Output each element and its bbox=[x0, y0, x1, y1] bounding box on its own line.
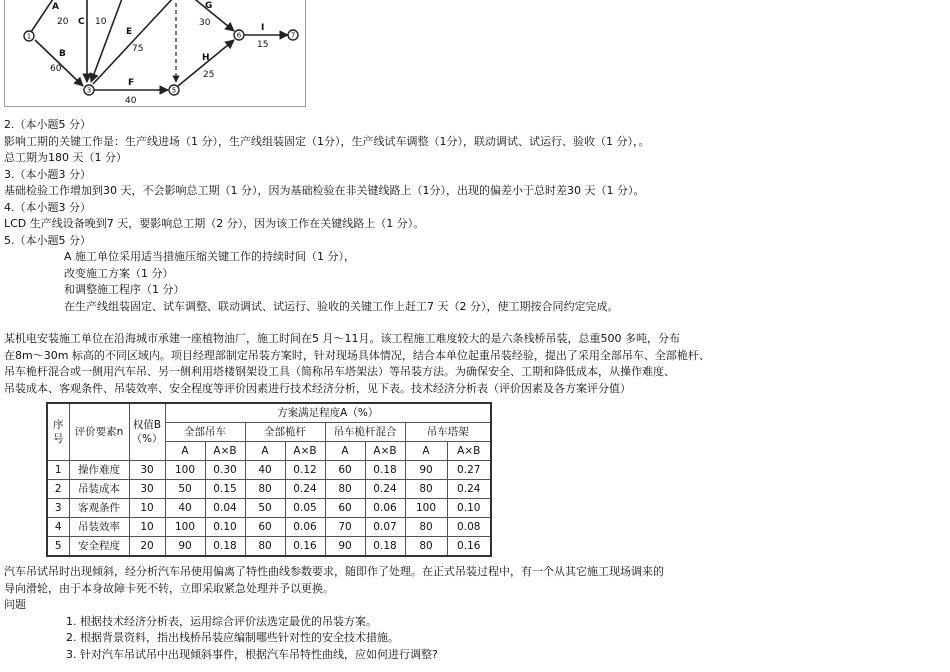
case-intro-line: 吊装成本、客观条件、吊装效率、安全程度等评价因素进行技术经济分析，见下表。技术经济分析表（评价因素及各方案评分值） bbox=[4, 381, 631, 395]
answer-q5-heading: 5.（本小题5 分） bbox=[4, 233, 91, 247]
question-item: 3. 针对汽车吊试吊中出现倾斜事件，根据汽车吊特性曲线，应如何进行调整? bbox=[66, 647, 438, 661]
table-cell: 60 bbox=[325, 499, 365, 518]
evaluation-table-wrapper bbox=[46, 402, 492, 557]
table-cell: 80 bbox=[405, 480, 447, 499]
answer-q2-critical-work: 影响工期的关键工作是：生产线进场（1 分），生产线组装固定（1分），生产线试车调整（1分），联动调试、试运行、验收（1 分），。 bbox=[4, 134, 650, 148]
header-scheme-mixed: 吊车桅杆混合 bbox=[325, 423, 405, 442]
edge-i-name: I bbox=[261, 23, 265, 33]
questions-title: 问题 bbox=[4, 598, 26, 611]
header-scheme-all-masts: 全部桅杆 bbox=[245, 423, 325, 442]
table-cell: 0.18 bbox=[365, 461, 405, 480]
table-cell: 10 bbox=[129, 518, 165, 537]
header-sub-ab: A×B bbox=[285, 442, 325, 461]
table-cell: 1 bbox=[47, 461, 69, 480]
answer-q5-item: 改变施工方案（1 分） bbox=[64, 266, 174, 280]
table-cell: 0.08 bbox=[447, 518, 491, 537]
edge-g-name: G bbox=[205, 1, 213, 11]
case-intro-line: 吊车桅杆混合或一侧用汽车吊、另一侧利用塔楼钢架设工具（简称吊车塔架法）等吊装方法。为确保安全、工期和降低成本，从操作难度、 bbox=[4, 365, 675, 378]
table-cell: 30 bbox=[129, 480, 165, 499]
table-cell: 4 bbox=[47, 518, 69, 537]
edge-e-duration: 75 bbox=[132, 44, 144, 54]
table-cell: 0.15 bbox=[205, 480, 245, 499]
table-cell: 0.24 bbox=[365, 480, 405, 499]
edge-e-name: E bbox=[126, 27, 133, 37]
table-cell: 吊装效率 bbox=[69, 518, 129, 537]
header-number: 序号 bbox=[47, 403, 69, 461]
header-sub-a: A bbox=[245, 442, 285, 461]
table-cell: 10 bbox=[129, 499, 165, 518]
table-row bbox=[47, 518, 491, 537]
table-cell: 80 bbox=[245, 537, 285, 557]
table-cell: 0.10 bbox=[447, 499, 491, 518]
table-cell: 20 bbox=[129, 537, 165, 557]
edge-h-duration: 25 bbox=[203, 70, 215, 80]
table-cell: 0.10 bbox=[205, 518, 245, 537]
table-cell: 0.07 bbox=[365, 518, 405, 537]
table-cell: 0.04 bbox=[205, 499, 245, 518]
table-row bbox=[47, 537, 491, 557]
header-satisfaction-degree: 方案满足程度A（%） bbox=[165, 403, 491, 423]
header-sub-a: A bbox=[325, 442, 365, 461]
table-cell: 安全程度 bbox=[69, 537, 129, 557]
answer-q5-item: A 施工单位采用适当措施压缩关键工作的持续时间（1 分）， bbox=[64, 250, 356, 263]
table-cell: 3 bbox=[47, 499, 69, 518]
table-cell: 90 bbox=[405, 461, 447, 480]
table-cell: 50 bbox=[165, 480, 205, 499]
header-scheme-crane-tower: 吊车塔架 bbox=[405, 423, 491, 442]
edge-c-duration: 10 bbox=[95, 17, 107, 27]
table-cell: 80 bbox=[405, 537, 447, 557]
table-cell: 0.27 bbox=[447, 461, 491, 480]
table-cell: 60 bbox=[245, 518, 285, 537]
header-sub-a: A bbox=[405, 442, 447, 461]
header-sub-ab: A×B bbox=[365, 442, 405, 461]
question-item: 1. 根据技术经济分析表，运用综合评价法选定最优的吊装方案。 bbox=[66, 614, 377, 628]
table-cell: 0.16 bbox=[447, 537, 491, 557]
header-sub-ab: A×B bbox=[205, 442, 245, 461]
table-row bbox=[47, 499, 491, 518]
header-sub-ab: A×B bbox=[447, 442, 491, 461]
table-cell: 0.18 bbox=[365, 537, 405, 557]
answer-q3-heading: 3.（本小题3 分） bbox=[4, 167, 91, 181]
table-row bbox=[47, 480, 491, 499]
answer-q4-text: LCD 生产线设备晚到7 天，要影响总工期（2 分），因为该工作在关键线路上（1 分）。 bbox=[4, 217, 425, 230]
table-cell: 客观条件 bbox=[69, 499, 129, 518]
table-cell: 0.16 bbox=[285, 537, 325, 557]
edge-g-duration: 30 bbox=[199, 18, 211, 28]
edge-f-duration: 40 bbox=[125, 96, 137, 106]
node-6-label: 6 bbox=[236, 31, 242, 40]
header-weight: 权值B（%） bbox=[129, 403, 165, 461]
edge-b-duration: 60 bbox=[50, 64, 62, 74]
answer-q3-text: 基础检验工作增加到30 天，不会影响总工期（1 分），因为基础检验在非关键线路上（1分），出现的偏差小于总时差30 天（1 分）。 bbox=[4, 184, 645, 197]
table-cell: 吊装成本 bbox=[69, 480, 129, 499]
table-cell: 90 bbox=[325, 537, 365, 557]
table-cell: 100 bbox=[165, 518, 205, 537]
table-cell: 80 bbox=[405, 518, 447, 537]
table-cell: 50 bbox=[245, 499, 285, 518]
case-intro-line: 在8m～30m 标高的不同区域内。项目经理部制定吊装方案时，针对现场具体情况，结合本单位起重吊装经验，提出了采用全部吊车、全部桅杆、 bbox=[4, 348, 710, 362]
table-cell: 30 bbox=[129, 461, 165, 480]
answer-q2-heading: 2.（本小题5 分） bbox=[4, 118, 91, 131]
table-cell: 40 bbox=[245, 461, 285, 480]
node-3-label: 3 bbox=[86, 86, 92, 95]
answer-q5-item: 和调整施工程序（1 分） bbox=[64, 283, 185, 296]
network-diagram bbox=[4, 0, 306, 107]
answer-q2-total-duration: 总工期为180 天（1 分） bbox=[4, 151, 127, 164]
table-cell: 5 bbox=[47, 537, 69, 557]
edge-b-arrow bbox=[35, 40, 83, 86]
case-intro-line: 某机电安装施工单位在沿海城市承建一座植物油厂，施工时间在5 月～11月。该工程施工难度较大的是六条栈桥吊装，总重500 多吨，分布 bbox=[4, 332, 680, 345]
edge-f-name: F bbox=[128, 78, 135, 88]
network-diagram-svg bbox=[5, 0, 305, 106]
edge-i-duration: 15 bbox=[257, 40, 269, 50]
edge-b-name: B bbox=[59, 49, 66, 59]
table-cell: 0.24 bbox=[285, 480, 325, 499]
table-cell: 0.24 bbox=[447, 480, 491, 499]
table-cell: 操作难度 bbox=[69, 461, 129, 480]
edge-h-name: H bbox=[202, 53, 210, 63]
node-5-label: 5 bbox=[171, 86, 177, 95]
edge-a-name: A bbox=[52, 2, 59, 12]
table-cell: 0.30 bbox=[205, 461, 245, 480]
table-cell: 0.12 bbox=[285, 461, 325, 480]
node-7-label: 7 bbox=[290, 31, 296, 40]
header-scheme-all-cranes: 全部吊车 bbox=[165, 423, 245, 442]
edge-g-arrow bbox=[191, 0, 234, 31]
table-cell: 40 bbox=[165, 499, 205, 518]
answer-q4-heading: 4.（本小题3 分） bbox=[4, 200, 91, 214]
edge-c-name: C bbox=[78, 17, 85, 27]
table-cell: 70 bbox=[325, 518, 365, 537]
table-cell: 100 bbox=[405, 499, 447, 518]
table-cell: 100 bbox=[165, 461, 205, 480]
table-cell: 80 bbox=[325, 480, 365, 499]
table-cell: 90 bbox=[165, 537, 205, 557]
edge-a-duration: 20 bbox=[57, 17, 69, 27]
document-tail bbox=[4, 564, 944, 663]
document-body bbox=[4, 117, 944, 397]
table-cell: 60 bbox=[325, 461, 365, 480]
answer-q5-item: 在生产线组装固定、试车调整、联动调试、试运行、验收的关键工作上赶工7 天（2 分），使工期按合同约定完成。 bbox=[64, 299, 619, 313]
table-cell: 0.18 bbox=[205, 537, 245, 557]
case-tail-line: 汽车吊试吊时出现倾斜，经分析汽车吊使用偏离了特性曲线参数要求，随即作了处理。在正式吊装过程中，有一个从其它施工现场调来的 bbox=[4, 565, 664, 578]
table-cell: 2 bbox=[47, 480, 69, 499]
table-cell: 0.06 bbox=[365, 499, 405, 518]
node-1-label: 1 bbox=[26, 32, 32, 41]
question-item: 2. 根据背景资料，指出栈桥吊装应编制哪些针对性的安全技术措施。 bbox=[66, 631, 399, 644]
case-tail-line: 导向滑轮，由于本身故障卡死不转，立即采取紧急处理并予以更换。 bbox=[4, 581, 334, 595]
header-factor: 评价要素n bbox=[69, 403, 129, 461]
table-cell: 0.06 bbox=[285, 518, 325, 537]
table-cell: 80 bbox=[245, 480, 285, 499]
table-cell: 0.05 bbox=[285, 499, 325, 518]
evaluation-table bbox=[46, 402, 492, 557]
table-row bbox=[47, 461, 491, 480]
header-sub-a: A bbox=[165, 442, 205, 461]
